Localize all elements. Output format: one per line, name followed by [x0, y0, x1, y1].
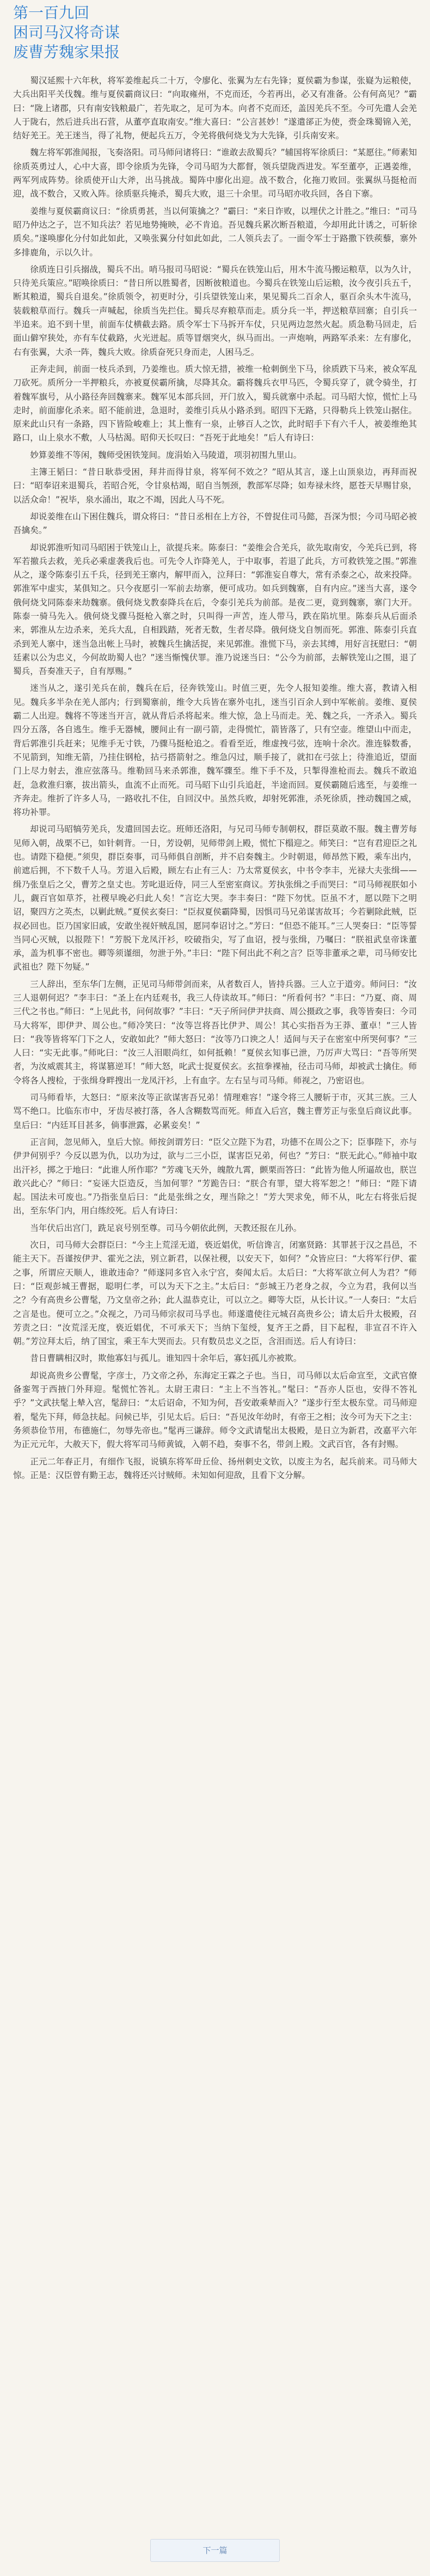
paragraph: 魏左将军郭淮闻报，飞奏洛阳。司马师问诸将曰：“谁敢去敌蜀兵？”辅国将军徐质曰：“某愿往。”师素知徐质英勇过人，心中大喜，即令徐质为先锋，令司马昭为大都督，领兵望陇西进发。军至董亭，正遇姜维，两军列成阵势。徐质使开山大斧，出马挑战。蜀阵中廖化出迎。战不数合，化拖刀败回。张翼纵马挺枪而迎，战不数合，又败入阵。徐质驱兵掩杀，蜀兵大败，退三十余里。司马昭亦收兵回，各自下寨。 — [13, 148, 417, 199]
chapter-subtitle-line-1: 困司马汉将奇谋 — [13, 23, 120, 41]
paragraph: 正言间，忽见师入，皇后大惊。师按剑谓芳曰：“臣父立陛下为君，功德不在周公之下；臣事陛下，亦与伊尹何别乎？今反以恩为仇，以功为过，欲与二三小臣，谋害臣兄弟，何也？”芳曰：“朕无此心。”师袖中取出汗衫，掷之于地曰：“此谁人所作耶？”芳魂飞天外，魄散九霄，颤栗而答曰：“此皆为他人所逼故也，朕岂敢兴此心？”师曰：“妄诬大臣造反，当加何罪？”芳跪告曰：“朕合有罪，望大将军恕之！”师曰：“陛下请起。国法未可废也。”乃指张皇后曰：“此是张缉之女，理当除之！”芳大哭求免，师不从，叱左右将张后捉出，至东华门内，用白练绞死。后人有诗曰： — [13, 1137, 417, 1216]
chapter-header — [13, 0, 417, 62]
paragraph: 三人辞出，至东华门左侧，正见司马师带剑而来，从者数百人，皆持兵器。三人立于道旁。师问曰：“汝三人退朝何迟？”李丰曰：“圣上在内廷观书，我三人侍读故耳。”师曰：“所看何书？”丰曰：“乃夏、商、周三代之书也。”师曰：“上见此书，问何故事？”丰曰：“天子所问伊尹扶商、周公摄政之事，我等皆奏曰：今司马大将军，即伊尹、周公也。”师冷笑曰：“汝等岂将吾比伊尹、周公！其心实指吾为王莽、董卓！”三人皆曰：“我等皆将军门下之人，安敢如此？”师大怒曰：“汝等乃口谀之人！适间与天子在密室中所哭何事？”三人曰：“实无此事。”师叱曰：“汝三人泪眼尚红，如何抵赖！”夏侯玄知事已泄，乃厉声大骂曰：“吾等所哭者，为汝威震其主，将谋篡逆耳！”师大怒，叱武士捉夏侯玄。玄揎拳裸袖，径击司马师，却被武士擒住。师令将各人搜检，于张缉身畔搜出一龙凤汗衫，上有血字。左右呈与司马师。师视之，乃密诏也。 — [13, 979, 417, 1085]
chapter-body — [13, 74, 417, 1482]
paragraph: 徐质连日引兵搦战，蜀兵不出。哨马报司马昭说：“蜀兵在铁笼山后，用木牛流马搬运粮草，以为久计，只待羌兵策应。”昭唤徐质曰：“昔日所以胜蜀者，因断彼粮道也。今蜀兵在铁笼山后运粮，汝今夜引兵五千，断其粮道，蜀兵自退矣。”徐质领令，初更时分，引兵望铁笼山来，果见蜀兵二百余人，驱百余头木牛流马，装载粮草而行。魏兵一声喊起，徐质当先拦住。蜀兵尽弃粮草而走。质分兵一半，押送粮草回寨；自引兵一半追来。追不到十里，前面车仗横截去路。质令军士下马拆开车仗，只见两边忽然火起。质急勒马回走，后面山僻窄狭处，亦有车仗截路，火光迸起。质等冒烟突火，纵马而出。一声炮响，两路军杀来：左有廖化，右有张翼，大杀一阵，魏兵大败。徐质奋死只身而走，人困马乏。 — [13, 264, 417, 357]
paragraph: 正奔走间，前面一枝兵杀到，乃姜维也。质大惊无措，被维一枪刺倒坐下马，徐质跌下马来，被众军乱刀砍死。质所分一半押粮兵，亦被夏侯霸所擒，尽降其众。霸将魏兵衣甲马匹，令蜀兵穿了，就令骑坐，打着魏军旗号，从小路径奔回魏寨来。魏军见本部兵回，开门放入，蜀兵就寨中杀起。司马昭大惊，慌忙上马走时，前面廖化杀来。昭不能前进，急退时，姜维引兵从小路杀到。昭四下无路，只得勒兵上铁笼山据住。原来此山只有一条路，四下皆险峻难上；其上惟有一泉，止够百人之饮，此时昭手下有六千人，被姜维绝其路口，山上泉水不敷，人马枯渴。昭仰天长叹曰：“吾死于此地矣！”后人有诗曰： — [13, 364, 417, 443]
paragraph: 迷当从之，遂引羌兵在前，魏兵在后，径奔铁笼山。时值三更，先令人报知姜维。维大喜，教请入相见。魏兵多半杂在羌人部内；行到蜀寨前，维令大兵皆在寨外屯扎，迷当引百余人到中军帐前。姜维、夏侯霸二人出迎。魏将不等迷当开言，就从背后杀将起来。维大惊，急上马而走。羌、魏之兵，一齐杀入。蜀兵四分五落，各自逃生。维手无器械，腰间止有一副弓箭，走得慌忙，箭皆落了，只有空壶。维望山中而走，背后郭淮引兵赶来；见维手无寸铁，乃骤马挺枪追之。看看至近，维虚拽弓弦，连响十余次。淮连躲数番，不见箭到，知维无箭，乃挂住钢枪，拈弓搭箭射之。维急闪过，顺手接了，就扣在弓弦上；待淮追近，望面门上尽力射去，淮应弦落马。维勒回马来杀郭淮，魏军骤至。维下手不及，只掣得淮枪而去。魏兵不敢追赶，急救淮归寨，拔出箭头，血流不止而死。司马昭下山引兵追赶，半途而回。夏侯霸随后逃至，与姜维一齐奔走。维折了许多人马，一路收扎不住，自回汉中。虽然兵败，却射死郭淮，杀死徐质，挫动魏国之威，将功补罪。 — [13, 683, 417, 818]
paragraph: 正元二年春正月，有细作飞报，说镇东将军毌丘俭、扬州刺史文钦，以废主为名，起兵前来。司马师大惊。正是：汉臣曾有勤王志，魏将还兴讨贼师。未知如何迎敌，且看下文分解。 — [13, 1456, 417, 1480]
next-chapter-button[interactable]: 下一篇 — [150, 2539, 280, 2562]
paragraph: 却说高贵乡公曹髦，字彦士，乃文帝之孙，东海定王霖之子也。当日，司马师以太后命宣至，文武官僚备銮驾于西掖门外拜迎。髦慌忙答礼。太尉王肃曰：“主上不当答礼。”髦曰：“吾亦人臣也，安得不答礼乎？”文武扶髦上辇入宫，髦辞曰：“太后诏命，不知为何，吾安敢乘辇而入？”遂步行至太极东堂。司马师迎着，髦先下拜，师急扶起。问候已毕，引见太后。后曰：“吾见汝年幼时，有帝王之相；汝今可为天下之主：务须恭俭节用，布德施仁，勿辱先帝也。”髦再三谦辞。师令文武请髦出太极殿，是日立为新君，改嘉平六年为正元元年，大赦天下，假大将军司马师黄钺，入朝不趋，奏事不名，带剑上殿。文武百官，各有封赐。 — [13, 1370, 417, 1450]
paragraph: 昔日曹瞒相汉时，欺他寡妇与孤儿。谁知四十余年后，寡妇孤儿亦被欺。 — [30, 1353, 302, 1364]
chapter-subtitle-line-2: 废曹芳魏家果报 — [13, 43, 120, 61]
page-navigation — [0, 2539, 430, 2562]
paragraph: 主簿王韬曰：“昔日耿恭受困，拜井而得甘泉，将军何不效之？”昭从其言，遂上山顶泉边，再拜而祝曰：“昭奉诏来退蜀兵，若昭合死，令甘泉枯竭，昭自当刎颈，教部军尽降；如寿禄未终，愿苍天早赐甘泉，以活众命！”祝毕，泉水涌出，取之不竭，因此人马不死。 — [13, 467, 417, 505]
paragraph: 蜀汉延熙十六年秋，将军姜维起兵二十万，令廖化、张翼为左右先锋；夏侯霸为参谋，张嶷为运粮使，大兵出阳平关伐魏。维与夏侯霸商议曰：“向取雍州，不克而还，今若再出，必又有准备。公有何高见？”霸曰：“陇上诸郡，只有南安钱粮最广，若先取之，足可为本。向者不克而还，盖因羌兵不至。今可先遣人会羌人于陇右，然后进兵出石营，从董亭直取南安。”维大喜曰：“公言甚妙！”遂遣郤正为使，赍金珠蜀锦入羌，结好羌王。羌王迷当，得了礼物，便起兵五万，令羌将俄何烧戈为大先锋，引兵南安来。 — [13, 76, 417, 141]
paragraph: 却说郭淮听知司马昭困于铁笼山上，欲提兵来。陈泰曰：“姜维会合羌兵，欲先取南安，今羌兵已到，将军若撤兵去救，羌兵必乘虚袭我后也。可先令人诈降羌人，于中取事，若退了此兵，方可救铁笼之围。”郭淮从之，遂令陈泰引五千兵，径到羌王寨内，解甲而入，泣拜曰：“郭淮妄自尊大，常有杀泰之心，故来投降。郭淮军中虚实，某俱知之。只今夜愿引一军前去劫寨，便可成功。如兵到魏寨，自有内应。”迷当大喜，遂令俄何烧戈同陈泰来劫魏寨。俄何烧戈教泰降兵在后，令泰引羌兵为前部。是夜二更，竟到魏寨，寨门大开。陈泰一骑马先入。俄何烧戈骤马挺枪入寨之时，只叫得一声苦，连人带马，跌在陷坑里。陈泰兵从后面杀来，郭淮从左边杀来，羌兵大乱，自相践踏，死者无数，生者尽降。俄何烧戈自刎而死。郭淮、陈泰引兵直杀到羌人寨中，迷当急出帐上马时，被魏兵生擒活捉，来见郭淮。淮慌下马，亲去其缚，用好言抚慰曰：“朝廷素以公为忠义，今何故助蜀人也？”迷当惭愧伏罪。淮乃说迷当曰：“公今为前部，去解铁笼山之围，退了蜀兵，吾奏准天子，自有厚赐。” — [13, 542, 417, 677]
paragraph: 却说司马昭犒劳羌兵，发遣回国去讫。班师还洛阳，与兄司马师专制朝权，群臣莫敢不服。魏主曹芳每见师入朝，战栗不已，如针刺背。一日，芳设朝，见师带剑上殿，慌忙下榻迎之。师笑曰：“岂有君迎臣之礼也。请陛下稳便。”须臾，群臣奏事，司马师俱自剖断，并不启奏魏主。少时朝退，师昂然下殿，乘车出内，前遮后拥，不下数千人马。芳退入后殿，顾左右止有三人：乃太常夏侯玄，中书令李丰，光禄大夫张缉——缉乃张皇后之父，曹芳之皇丈也。芳叱退近侍，同三人至密室商议。芳执张缉之手而哭曰：“司马师视朕如小儿，觑百官如草芥，社稷早晚必归此人矣！”言讫大哭。李丰奏曰：“陛下勿忧。臣虽不才，愿以陛下之明诏，聚四方之英杰，以剿此贼。”夏侯玄奏曰：“臣叔夏侯霸降蜀，因惧司马兄弟谋害故耳；今若剿除此贼，臣叔必回也。臣乃国家旧戚，安敢坐视奸贼乱国，愿同奉诏讨之。”芳曰：“但恐不能耳。”三人哭奏曰：“臣等誓当同心灭贼，以报陛下！”芳脱下龙凤汗衫，咬破指尖，写了血诏，授与张缉，乃嘱曰：“朕祖武皇帝诛董承，盖为机事不密也。卿等须谨细，勿泄于外。”丰曰：“陛下何出此不利之言？臣等非董承之辈，司马师安比武祖也？陛下勿疑。” — [13, 824, 417, 972]
paragraph: 却说姜维在山下困住魏兵，谓众将曰：“昔日丞相在上方谷，不曾捉住司马懿，吾深为恨；今司马昭必被吾擒矣。” — [13, 511, 417, 536]
paragraph: 次日，司马师大会群臣曰：“今主上荒淫无道，亵近娼优，听信谗言，闭塞贤路：其罪甚于汉之昌邑，不能主天下。吾谨按伊尹、霍光之法，别立新君，以保社稷，以安天下，如何？”众皆应曰：“大将军行伊、霍之事，所谓应天顺人，谁敢违命？”师遂同多官入永宁宫，奏闻太后。太后曰：“大将军欲立何人为君？”师曰：“臣观彭城王曹据，聪明仁孝，可以为天下之主。”太后曰：“彭城王乃老身之叔，今立为君，我何以当之？今有高贵乡公曹髦，乃文皇帝之孙；此人温恭克让，可以立之。卿等大臣，从长计议。”一人奏曰：“太后之言是也。便可立之。”众视之，乃司马师宗叔司马孚也。师遂遣使往元城召高贵乡公；请太后升太极殿，召芳责之曰：“汝荒淫无度，亵近娼优，不可承天下；当纳下玺绶，复齐王之爵，目下起程，非宣召不许入朝。”芳泣拜太后，纳了国宝，乘王车大哭而去。只有数员忠义之臣，含泪而送。后人有诗曰： — [13, 1240, 417, 1347]
paragraph: 司马师看毕，大怒曰：“原来汝等正欲谋害吾兄弟！情理难容！”遂令将三人腰斩于市，灭其三族。三人骂不绝口。比临东市中，牙齿尽被打落，各人含糊数骂而死。师直入后宫，魏主曹芳正与张皇后商议此事。皇后曰：“内廷耳目甚多，倘事泄露，必累妾矣！” — [13, 1093, 417, 1130]
chapter-number: 第一百九回 — [13, 4, 90, 22]
paragraph: 当年伏后出宫门，跣足哀号别至尊。司马今朝依此例，天教还报在儿孙。 — [30, 1223, 302, 1233]
paragraph: 妙算姜维不等闲，魏师受困铁笼间。庞涓始入马陵道，项羽初围九里山。 — [30, 450, 302, 460]
paragraph: 姜维与夏侯霸商议曰：“徐质勇甚，当以何策擒之？”霸曰：“来日诈败，以埋伏之计胜之。”维曰：“司马昭乃仲达之子，岂不知兵法？若见地势掩映，必不肯追。吾见魏兵累次断吾粮道，今却用此计诱之，可斩徐质矣。”遂唤廖化分付如此如此，又唤张翼分付如此如此，二人领兵去了。一面令军士于路撒下铁蒺藜，寨外多排鹿角，示以久计。 — [13, 206, 417, 257]
